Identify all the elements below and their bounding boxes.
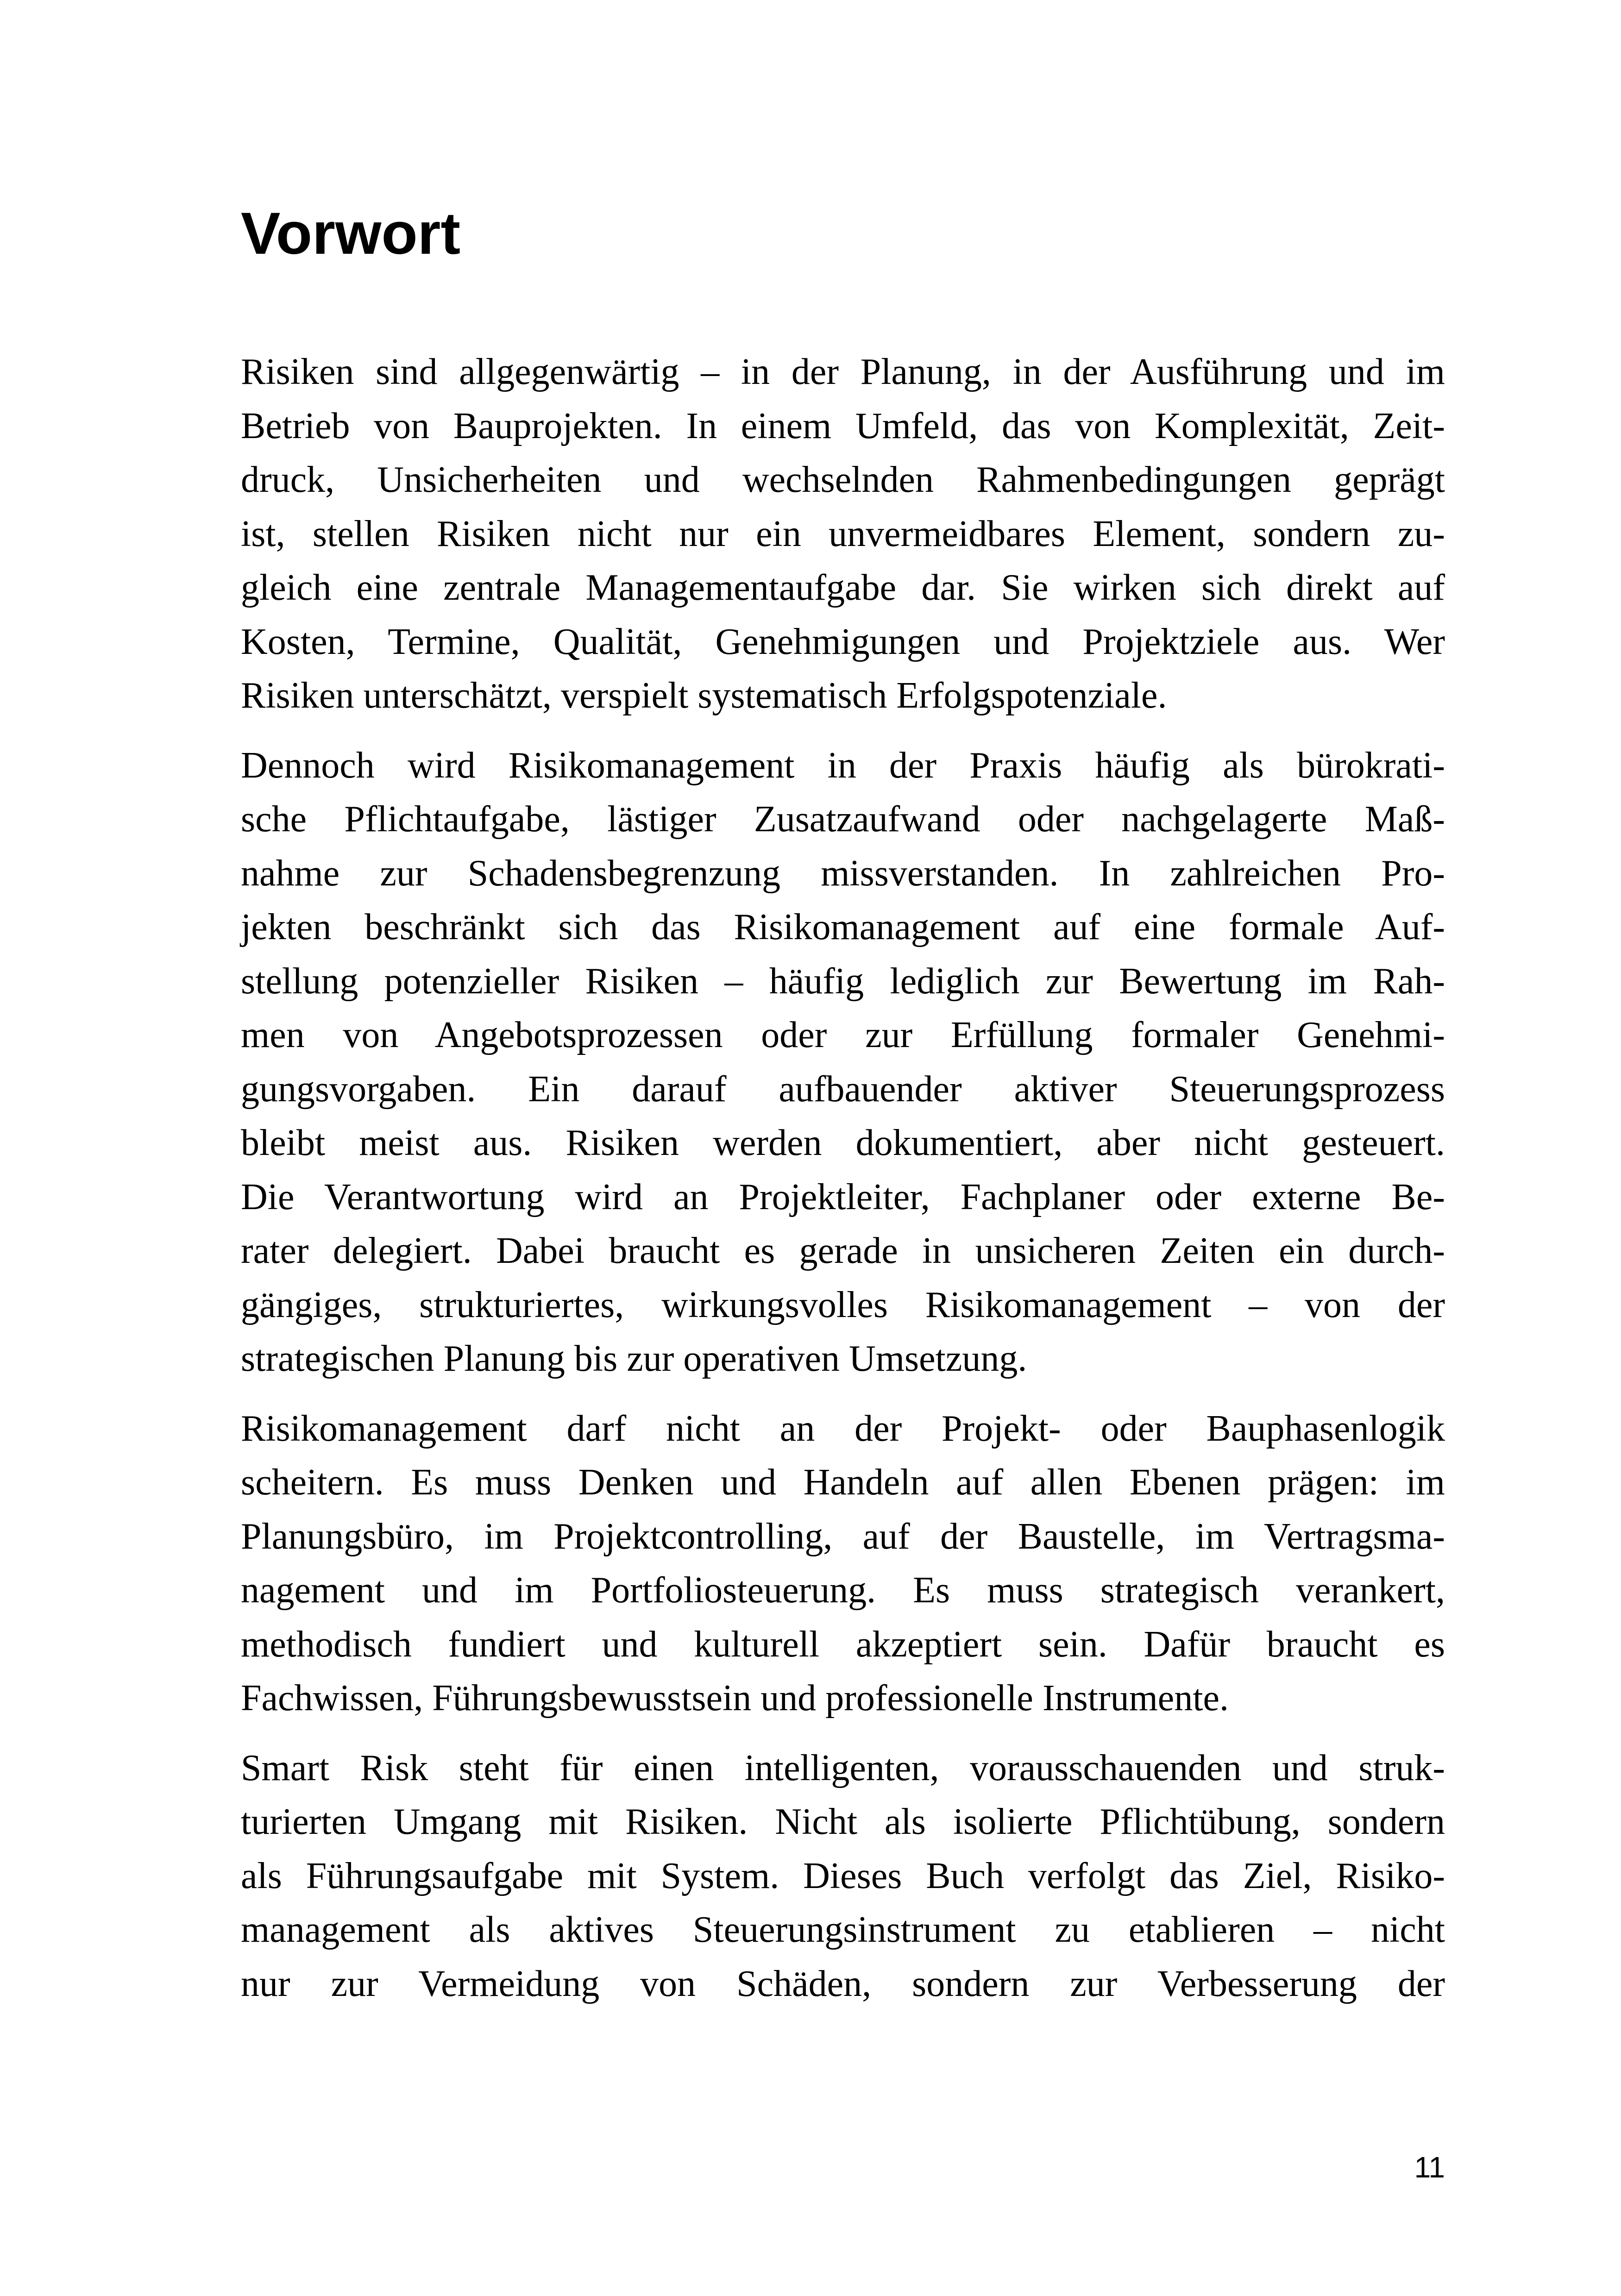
text-line: gungsvorgaben. Ein darauf aufbauender aktiver Steuerungsprozess: [241, 1068, 1445, 1110]
text-line: Fachwissen, Führungsbewusstsein und professionelle Instrumente.: [241, 1678, 1229, 1719]
text-line: men von Angebotsprozessen oder zur Erfüllung formaler Genehmi-: [241, 1015, 1445, 1055]
text-line: ist, stellen Risiken nicht nur ein unvermeidbares Element, sondern zu-: [241, 513, 1445, 554]
text-line: Kosten, Termine, Qualität, Genehmigungen und Projektziele aus. Wer: [241, 621, 1445, 662]
page-number: 11: [1414, 2151, 1445, 2184]
text-line: druck, Unsicherheiten und wechselnden Rahmenbedingungen geprägt: [241, 459, 1445, 500]
text-line: Die Verantwortung wird an Projektleiter, Fachplaner oder externe Be-: [241, 1176, 1445, 1217]
text-line: turierten Umgang mit Risiken. Nicht als isolierte Pflichtübung, sondern: [241, 1801, 1445, 1842]
text-line: Risiken unterschätzt, verspielt systematisch Erfolgspotenziale.: [241, 675, 1167, 716]
text-line: jekten beschränkt sich das Risikomanagement auf eine formale Auf-: [241, 907, 1445, 947]
text-line: scheitern. Es muss Denken und Handeln auf allen Ebenen prägen: im: [241, 1462, 1445, 1503]
text-line: nahme zur Schadensbegrenzung missverstanden. In zahlreichen Pro-: [241, 853, 1445, 894]
text-line: Risiken sind allgegenwärtig – in der Planung, in der Ausführung und im: [241, 351, 1445, 392]
text-line: Dennoch wird Risikomanagement in der Praxis häufig als bürokrati-: [241, 745, 1445, 786]
body-text: [241, 345, 1445, 2026]
paragraph-3: [241, 1402, 1445, 1725]
paragraph-1: [241, 345, 1445, 723]
text-line: Risikomanagement darf nicht an der Projekt- oder Bauphasenlogik: [241, 1408, 1445, 1449]
text-line: Planungsbüro, im Projektcontrolling, auf der Baustelle, im Vertragsma-: [241, 1516, 1445, 1557]
paragraph-4: [241, 1741, 1445, 2011]
text-line: nagement und im Portfoliosteuerung. Es muss strategisch verankert,: [241, 1570, 1445, 1611]
chapter-title: Vorwort: [241, 201, 461, 267]
text-line: stellung potenzieller Risiken – häufig lediglich zur Bewertung im Rah-: [241, 960, 1445, 1002]
text-line: Betrieb von Bauprojekten. In einem Umfeld, das von Komplexität, Zeit-: [241, 405, 1445, 446]
text-line: Smart Risk steht für einen intelligenten, vorausschauenden und struk-: [241, 1747, 1445, 1788]
text-line: strategischen Planung bis zur operativen Umsetzung.: [241, 1338, 1027, 1379]
text-line: bleibt meist aus. Risiken werden dokumentiert, aber nicht gesteuert.: [241, 1123, 1445, 1163]
text-line: methodisch fundiert und kulturell akzeptiert sein. Dafür braucht es: [241, 1624, 1445, 1665]
text-line: nur zur Vermeidung von Schäden, sondern zur Verbesserung der: [241, 1963, 1445, 2004]
text-line: sche Pflichtaufgabe, lästiger Zusatzaufwand oder nachgelagerte Maß-: [241, 799, 1445, 840]
text-line: als Führungsaufgabe mit System. Dieses Buch verfolgt das Ziel, Risiko-: [241, 1855, 1445, 1896]
text-line: gleich eine zentrale Managementaufgabe dar. Sie wirken sich direkt auf: [241, 567, 1445, 608]
paragraph-2: [241, 739, 1445, 1386]
text-line: management als aktives Steuerungsinstrument zu etablieren – nicht: [241, 1909, 1445, 1950]
text-line: rater delegiert. Dabei braucht es gerade in unsicheren Zeiten ein durch-: [241, 1230, 1445, 1271]
text-line: gängiges, strukturiertes, wirkungsvolles Risikomanagement – von der: [241, 1284, 1445, 1325]
